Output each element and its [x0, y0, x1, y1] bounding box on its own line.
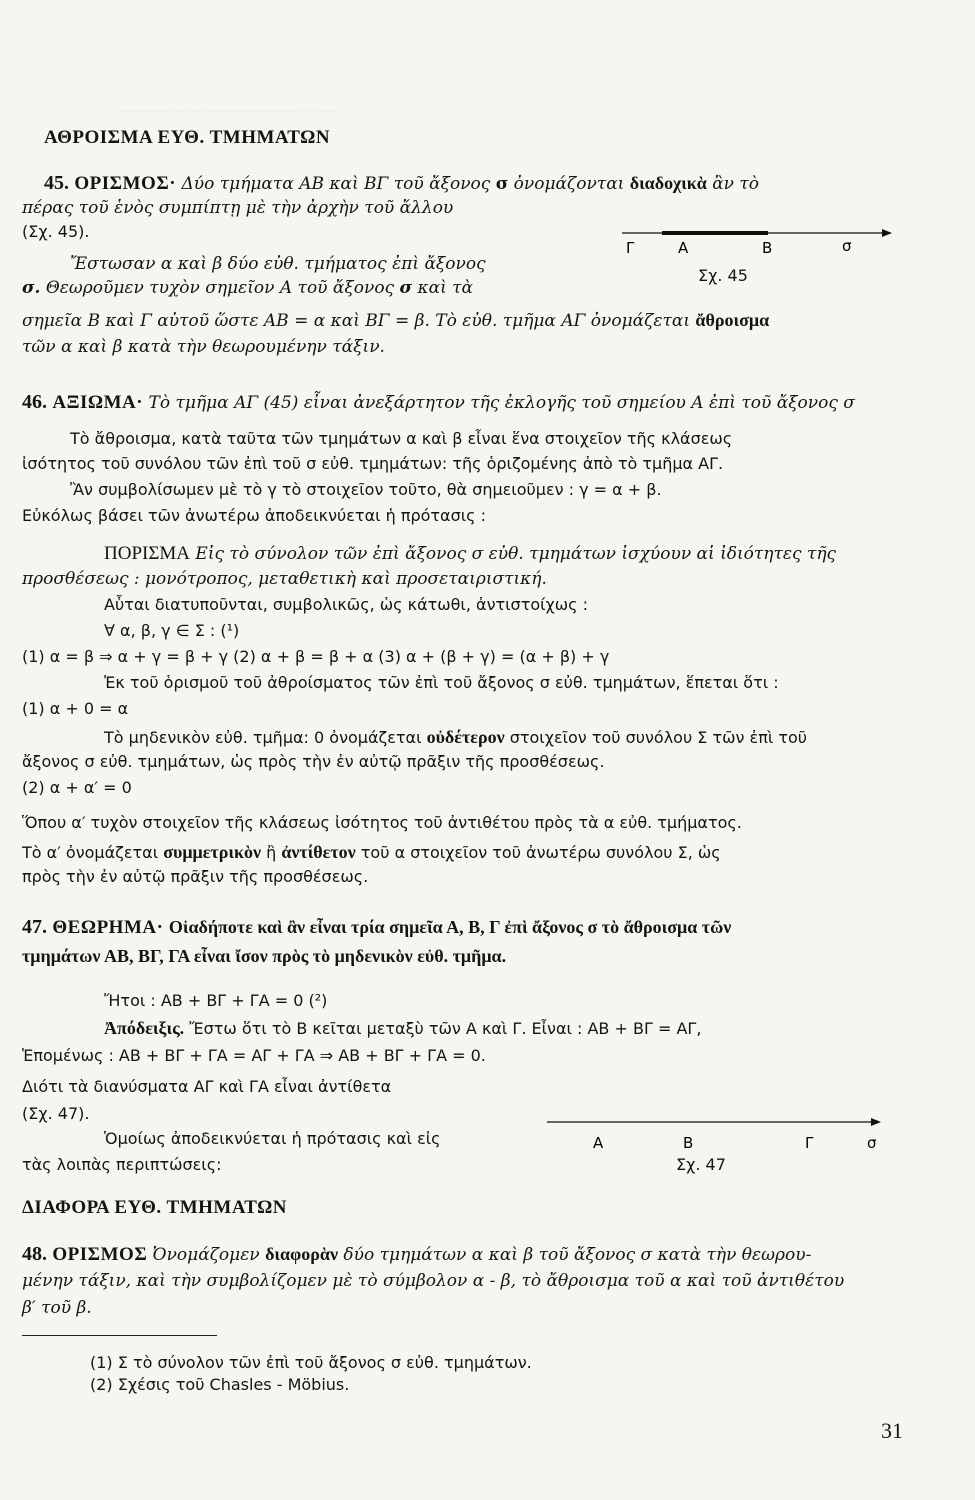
text-run: Ὀνομάζομεν: [152, 1245, 260, 1265]
paragraph-47-line-2: τμημάτων ΑΒ, ΒΓ, ΓΑ εἶναι ἴσον πρὸς τὸ μηδενικὸν εὐθ. τμῆμα.: [22, 946, 507, 966]
paragraph-47-line-1: [22, 916, 731, 939]
figure-45-label: σ: [842, 237, 852, 255]
text-run: διαδοχικὰ: [629, 173, 707, 193]
text-run: καὶ τὰ: [417, 278, 474, 298]
text-run: Οἱαδήποτε καὶ ἂν εἶναι τρία σημεῖα Α, Β, Γ ἐπὶ ἄξονος σ τὸ ἄθροισμα τῶν: [168, 917, 732, 937]
paragraph-heading: ΘΕΩΡΗΜΑ·: [52, 917, 164, 938]
text-run: δύο τμημάτων α καὶ β τοῦ ἄξονος σ κατὰ τὴν θεωρου-: [343, 1245, 812, 1265]
porisma-line-13: πρὸς τὴν ἐν αὐτῷ πρᾶξιν τῆς προσθέσεως.: [22, 867, 369, 886]
figure-47-label: σ: [867, 1134, 877, 1152]
text-run: Ἀπόδειξις.: [104, 1018, 185, 1038]
text-run: Δύο τμήματα ΑΒ καὶ ΒΓ τοῦ ἄξονος: [181, 174, 491, 194]
section-title-sum: ΑΘΡΟΙΣΜΑ ΕΥΘ. ΤΜΗΜΑΤΩΝ: [44, 127, 331, 148]
paragraph-47-line-9: τὰς λοιπὰς περιπτώσεις:: [22, 1155, 222, 1174]
porisma-line-7: (1) α + 0 = α: [22, 699, 129, 718]
paragraph-48-line-2: μένην τάξιν, καὶ τὴν συμβολίζομεν μὲ τὸ σύμβολον α - β, τὸ ἄθροισμα τοῦ α καὶ τοῦ ἀντιθέτου: [22, 1271, 845, 1291]
paragraph-heading: ΟΡΙΣΜΟΣ·: [74, 173, 177, 194]
paragraph-46-line-5: Εὐκόλως βάσει τῶν ἀνωτέρω ἀποδεικνύεται ἡ πρότασις :: [22, 506, 487, 525]
porisma-line-2: προσθέσεως : μονότροπος, μεταθετικὴ καὶ προσεταιριστική.: [22, 569, 547, 589]
text-run: Τὸ α′ ὀνομάζεται: [22, 843, 159, 862]
figure-47-label: Β: [683, 1134, 694, 1152]
porisma-line-9: ἄξονος σ εὐθ. τμημάτων, ὡς πρὸς τὴν ἐν αὐτῷ πρᾶξιν τῆς προσθέσεως.: [22, 752, 605, 771]
porisma-line-3: Αὗται διατυποῦνται, συμβολικῶς, ὡς κάτωθι, ἀντιστοίχως :: [104, 595, 589, 614]
text-run: ὀνομάζονται: [513, 174, 625, 194]
text-run: οὐδέτερον: [426, 727, 505, 747]
porisma-line-10: (2) α + α′ = 0: [22, 778, 132, 797]
footnote-1: (1) Σ τὸ σύνολον τῶν ἐπὶ τοῦ ἄξονος σ εὐθ. τμημάτων.: [90, 1353, 532, 1372]
porisma-line-1: [104, 543, 836, 565]
figure-45-label: Α: [678, 239, 689, 257]
paragraph-48-line-3: β′ τοῦ β.: [22, 1298, 92, 1318]
paragraph-47-line-4: [104, 1017, 701, 1040]
text-run: ἄθροισμα: [695, 310, 770, 330]
paragraph-48-line-1: [22, 1243, 811, 1266]
paragraph-45-line-2: πέρας τοῦ ἑνὸς συμπίπτῃ μὲ τὴν ἀρχὴν τοῦ ἄλλου: [22, 198, 454, 218]
porisma-line-12: [22, 841, 721, 864]
section-title-difference: ΔΙΑΦΟΡΑ ΕΥΘ. ΤΜΗΜΑΤΩΝ: [22, 1197, 288, 1218]
text-run: σημεῖα Β καὶ Γ αὐτοῦ ὥστε ΑΒ = α καὶ ΒΓ = β. Τὸ εὐθ. τμῆμα ΑΓ ὀνομάζεται: [22, 311, 691, 331]
paragraph-45-line-4: Ἔστωσαν α καὶ β δύο εὐθ. τμήματος ἐπὶ ἄξονος: [70, 254, 486, 274]
text-run: ἢ: [266, 843, 277, 862]
text-run: διαφορὰν: [265, 1244, 338, 1264]
figure-47-label: Α: [593, 1134, 604, 1152]
paragraph-47-line-8: Ὁμοίως ἀποδεικνύεται ἡ πρότασις καὶ εἰς: [104, 1129, 441, 1148]
paragraph-number: 47.: [22, 916, 47, 938]
bleed-through: ·····················································: [120, 105, 340, 120]
paragraph-45-line-7: τῶν α καὶ β κατὰ τὴν θεωρουμένην τάξιν.: [22, 337, 385, 357]
paragraph-number: 45.: [44, 172, 69, 194]
paragraph-47-line-6: Διότι τὰ διανύσματα ΑΓ καὶ ΓΑ εἶναι ἀντίθετα: [22, 1077, 392, 1096]
paragraph-46-line-2: Τὸ ἄθροισμα, κατὰ ταῦτα τῶν τμημάτων α καὶ β εἶναι ἕνα στοιχεῖον τῆς κλάσεως: [70, 429, 733, 448]
text-run: ἀντίθετον: [281, 842, 356, 862]
footnote-2: (2) Σχέσις τοῦ Chasles - Möbius.: [90, 1375, 350, 1394]
porisma-line-5: (1) α = β ⇒ α + γ = β + γ (2) α + β = β + α (3) α + (β + γ) = (α + β) + γ: [22, 647, 610, 666]
text-run: στοιχεῖον τοῦ συνόλου Σ τῶν ἐπὶ τοῦ: [509, 728, 808, 747]
paragraph-45-line-3: (Σχ. 45).: [22, 222, 90, 241]
paragraph-heading: ΟΡΙΣΜΟΣ: [52, 1244, 148, 1265]
paragraph-45-line-1: [44, 172, 759, 195]
page-number: 31: [881, 1418, 903, 1443]
paragraph-47-line-7: (Σχ. 47).: [22, 1104, 90, 1123]
paragraph-47-line-3: Ἤτοι : ΑΒ + ΒΓ + ΓΑ = 0 (²): [104, 991, 328, 1010]
figure-45-label: Β: [762, 239, 773, 257]
text-run: σ: [399, 278, 413, 298]
text-run: ἂν τὸ: [712, 174, 760, 194]
footnote-rule: [22, 1335, 217, 1336]
paragraph-heading: ΑΞΙΩΜΑ·: [52, 392, 144, 413]
porisma-line-11: Ὅπου α′ τυχὸν στοιχεῖον τῆς κλάσεως ἰσότητος τοῦ ἀντιθέτου πρὸς τὰ α εὐθ. τμήματος.: [22, 813, 742, 832]
text-run: σ: [495, 174, 509, 194]
porisma-line-8: [104, 726, 807, 749]
figure-45-axis: [620, 222, 895, 262]
text-run: Ἔστω ὅτι τὸ Β κεῖται μεταξὺ τῶν Α καὶ Γ. Εἶναι : ΑΒ + ΒΓ = ΑΓ,: [189, 1019, 702, 1038]
figure-47-axis: [545, 1112, 885, 1152]
paragraph-46-line-3: ἰσότητος τοῦ συνόλου τῶν ἐπὶ τοῦ σ εὐθ. τμημάτων: τῆς ὁριζομένης ἀπὸ τὸ τμῆμα ΑΓ.: [22, 454, 724, 473]
figure-47-label: Γ: [805, 1134, 814, 1152]
porisma-line-4: ∀ α, β, γ ∈ Σ : (¹): [104, 621, 240, 640]
paragraph-number: 46.: [22, 391, 47, 413]
porisma-heading: ΠΟΡΙΣΜΑ: [104, 543, 191, 564]
figure-47-caption: Σχ. 47: [676, 1155, 726, 1174]
text-run: Εἰς τὸ σύνολον τῶν ἐπὶ ἄξονος σ εὐθ. τμημάτων ἰσχύουν αἱ ἰδιότητες τῆς: [195, 544, 837, 564]
text-run: Θεωροῦμεν τυχὸν σημεῖον Α τοῦ ἄξονος: [45, 278, 395, 298]
paragraph-45-line-5: [22, 277, 473, 299]
porisma-line-6: Ἐκ τοῦ ὁρισμοῦ τοῦ ἀθροίσματος τῶν ἐπὶ τοῦ ἄξονος σ εὐθ. τμημάτων, ἕπεται ὅτι :: [104, 673, 779, 692]
figure-45-label: Γ: [626, 239, 635, 257]
paragraph-46-line-1: [22, 391, 855, 414]
paragraph-45-line-6: [22, 309, 769, 332]
paragraph-number: 48.: [22, 1243, 47, 1265]
paragraph-46-line-4: Ἂν συμβολίσωμεν μὲ τὸ γ τὸ στοιχεῖον τοῦτο, θὰ σημειοῦμεν : γ = α + β.: [70, 480, 662, 499]
text-run: τοῦ α στοιχεῖον τοῦ ἀνωτέρω συνόλου Σ, ὡς: [360, 843, 721, 862]
text-run: σ.: [22, 278, 41, 298]
figure-45-caption: Σχ. 45: [698, 266, 748, 285]
text-run: Τὸ μηδενικὸν εὐθ. τμῆμα: 0 ὀνομάζεται: [104, 728, 422, 747]
paragraph-47-line-5: Ἑπομένως : ΑΒ + ΒΓ + ΓΑ = ΑΓ + ΓΑ ⇒ ΑΒ + ΒΓ + ΓΑ = 0.: [22, 1046, 486, 1065]
text-run: Τὸ τμῆμα ΑΓ (45) εἶναι ἀνεξάρτητον τῆς ἐκλογῆς τοῦ σημείου Α ἐπὶ τοῦ ἄξονος σ: [148, 393, 855, 413]
text-run: συμμετρικὸν: [163, 842, 261, 862]
